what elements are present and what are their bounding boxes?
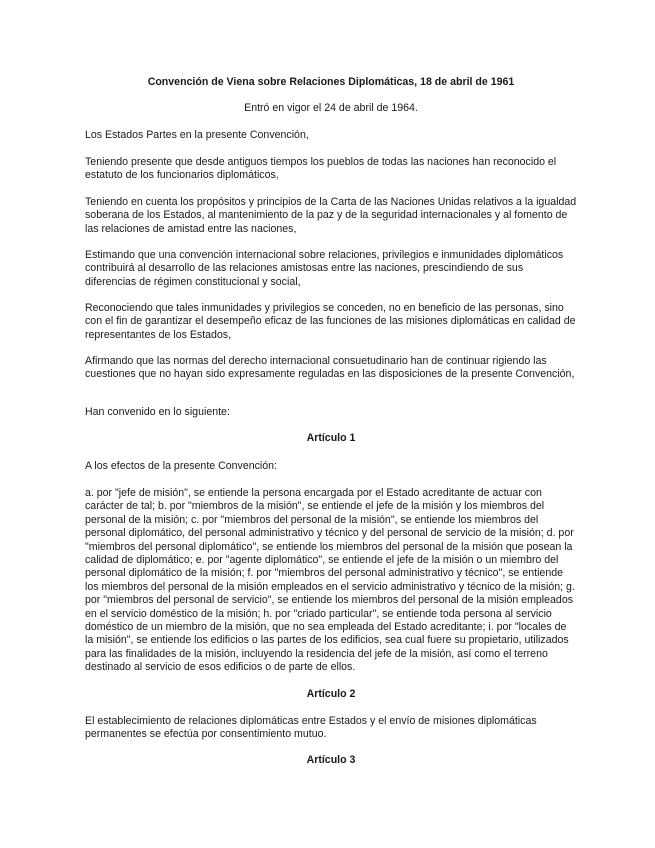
preamble-paragraph-7: Han convenido en lo siguiente: [85, 406, 230, 418]
entry-into-force: Entró en vigor el 24 de abril de 1964. [244, 102, 418, 114]
preamble-paragraph-6: Afirmando que las normas del derecho internacional consuetudinario han de continuar rigiendo las cuestiones que no hayan sido expresamente reguladas en las disposiciones de la presente Convención, [85, 355, 575, 381]
article-1-definitions: a. por "jefe de misión", se entiende la persona encargada por el Estado acreditante de actuar con carácter de tal; b. por "miembros de la misión", se entiende el jefe de la misión y los miembros del personal de la misión; c. por "miembros del personal de la misión", se entiende los miembros del personal diplomático, del personal administrativo y técnico y del personal de servicio de la misión; d. por "miembros del personal diplomático", se entiende los miembros del personal de la misión que posean la calidad de diplomático; e. por "agente diplomático", se entiende el jefe de la misión o un miembro del personal diplomático de la misión; f. por "miembros del personal administrativo y técnico", se entiende los miembros del personal de la misión empleados en el servicio administrativo y técnico de la misión; g. por "miembros del personal de servicio", se entiende los miembros del personal de la misión empleados en el servicio doméstico de la misión; h. por "criado particular", se entiende toda persona al servicio doméstico de un miembro de la misión, que no sea empleada del Estado acreditante; i. por "locales de la misión", se entiende los edificios o las partes de los edificios, sea cual fuere su propietario, utilizados para las finalidades de la misión, incluyendo la residencia del jefe de la misión, así como el terreno destinado al servicio de esos edificios o de parte de ellos. [85, 487, 575, 674]
article-3-heading: Artículo 3 [306, 754, 356, 766]
article-2-body: El establecimiento de relaciones diplomáticas entre Estados y el envío de misiones diplomáticas permanentes se efectúa por consentimiento mutuo. [85, 715, 537, 741]
preamble-paragraph-4: Estimando que una convención internacional sobre relaciones, privilegios e inmunidades diplomáticos contribuirá al desarrollo de las relaciones amistosas entre las naciones, prescindiendo de sus diferencias de régimen constitucional y social, [85, 249, 564, 288]
article-1-heading: Artículo 1 [306, 432, 356, 444]
document-title: Convención de Viena sobre Relaciones Diplomáticas, 18 de abril de 1961 [147, 76, 515, 88]
preamble-paragraph-2: Teniendo presente que desde antiguos tiempos los pueblos de todas las naciones han reconocido el estatuto de los funcionarios diplomáticos, [85, 156, 557, 182]
preamble-paragraph-3: Teniendo en cuenta los propósitos y principios de la Carta de las Naciones Unidas relativos a la igualdad soberana de los Estados, al mantenimiento de la paz y de la seguridad internacionales y al fomento de las relaciones de amistad entre las naciones, [85, 196, 577, 235]
article-2-heading: Artículo 2 [306, 688, 356, 700]
preamble-paragraph-5: Reconociendo que tales inmunidades y privilegios se conceden, no en beneficio de las personas, sino con el fin de garantizar el desempeño eficaz de las funciones de las misiones diplomáticas en calidad de representantes de los Estados, [85, 302, 576, 341]
article-1-intro: A los efectos de la presente Convención: [85, 460, 277, 472]
preamble-paragraph-1: Los Estados Partes en la presente Convención, [85, 129, 309, 141]
